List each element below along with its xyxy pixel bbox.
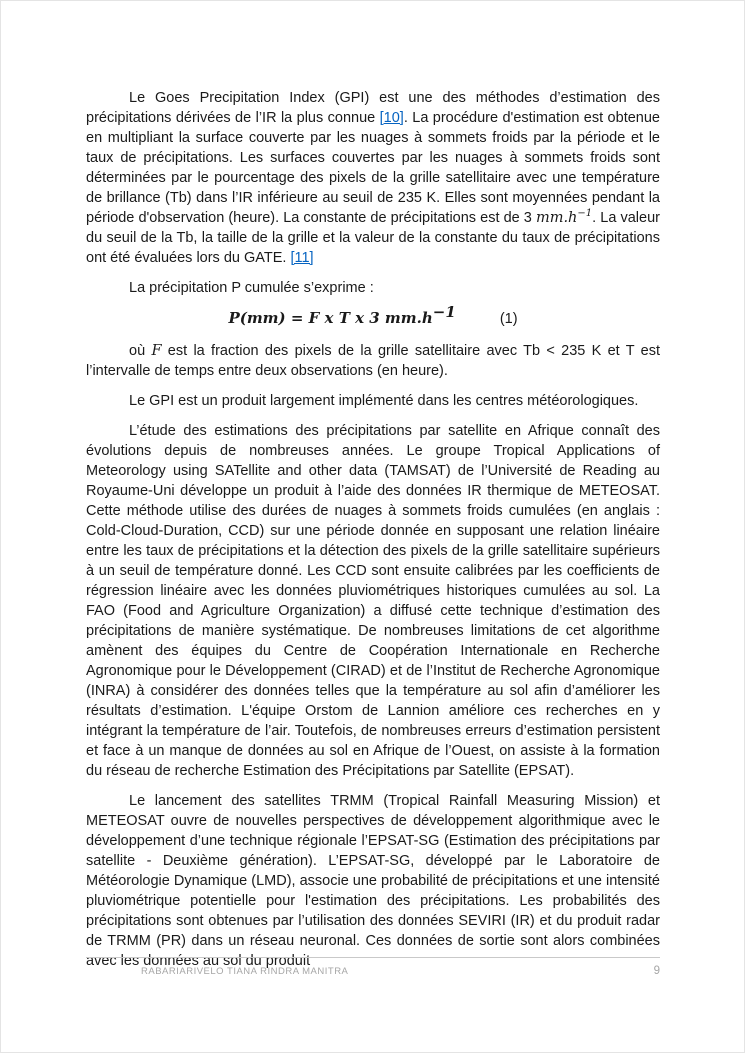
equation-math: P(mm) = F x T x 3 mm.h — [228, 309, 433, 327]
paragraph-gpi-product — [86, 391, 660, 411]
page-content — [86, 88, 660, 981]
citation-link-10[interactable]: [10] — [379, 110, 404, 126]
paragraph-trmm-epsat — [86, 791, 660, 971]
body-text: Le lancement des satellites TRMM (Tropical Rainfall Measuring Mission) et METEOSAT ouvre de nouvelles perspectives de développement algorithmique avec le développement d’une technique régionale l’EPSAT-SG (Estimation des précipitations par satellite - Deuxième génération). L’EPSAT-SG, développé par le Laboratoire de Météorologie Dynamique (LMD), associe une probabilité de précipitations et une intensité pluviométrique potentielle pour l'estimation des précipitations. Les probabilités des précipitations sont obtenues par l’utilisation des données SEVIRI (IR) et du produit radar de TRMM (PR) dans un réseau neuronal. Ces données de sortie sont alors combinées avec les données au sol du produit — [86, 793, 660, 969]
paragraph-gpi-intro — [86, 88, 660, 268]
body-text: Le Goes Precipitation Index (GPI) est une des méthodes d’estimation des précipitations dérivées de l’IR la plus connue — [86, 90, 660, 126]
equation-exponent: −1 — [432, 303, 456, 322]
equation-number: (1) — [499, 311, 518, 327]
paragraph-africa-estimations — [86, 421, 660, 781]
footer-row — [86, 965, 660, 977]
footer-divider — [86, 957, 660, 958]
equation-1 — [86, 303, 660, 329]
body-text: . La valeur du seuil de la Tb, la taille de la grille et la valeur de la constante du taux de précipitations ont été évaluées lors du GATE. — [86, 210, 660, 266]
inline-math-f: F — [151, 343, 162, 359]
body-text: où — [129, 343, 152, 359]
footer-author: RABARIARIVELO TIANA RINDRA MANITRA — [141, 966, 349, 977]
body-text: . La procédure d'estimation est obtenue en multipliant la surface couverte par les nuages à sommets froids par la période et le taux de précipitations. Les surfaces couvertes par les nuages à sommets froids sont déterminées par le pourcentage des pixels de la grille satellitaire avec une température de brillance (Tb) dans l’IR inférieure au seuil de 235 K. Elles sont moyennées pendant la période d'observation (heure). La constante de précipitations est de 3 — [86, 110, 660, 226]
citation-link-11[interactable]: [11] — [290, 250, 314, 266]
body-text: est la fraction des pixels de la grille satellitaire avec Tb < 235 K et T est l’intervalle de temps entre deux observations (en heure). — [86, 343, 660, 379]
inline-math-exponent: −1 — [577, 208, 593, 220]
body-text: Le GPI est un produit largement implémenté dans les centres météorologiques. — [129, 393, 639, 409]
paragraph-formula-explanation — [86, 341, 660, 381]
body-text: La précipitation P cumulée s’exprime : — [129, 280, 374, 296]
paragraph-formula-intro — [86, 278, 660, 298]
page-number: 9 — [653, 965, 660, 977]
body-text: L’étude des estimations des précipitations par satellite en Afrique connaît des évolutions depuis de nombreuses années. Le groupe Tropical Applications of Meteorology using SATellite and other data (TAMSAT) de l’Université de Reading au Royaume-Uni développe un produit à l’aide des données IR thermique de METEOSAT. Cette méthode utilise des durées de nuages à sommets froids cumulées (en anglais : Cold-Cloud-Duration, CCD) sur une période donnée en supposant une relation linéaire entre les taux de précipitations et la détection des pixels de la grille satellitaire supérieurs à un seuil de température donné. Les CCD sont ensuite calibrées par les coefficients de régression linéaire avec les données pluviométriques historiques cumulées au sol. La FAO (Food and Agriculture Organization) a diffusé cette technique d’estimation des précipitations de manière systématique. De nombreuses limitations de cet algorithme amènent des équipes du Centre de Coopération Internationale en Recherche Agronomique pour le Développement (CIRAD) et de l’Institut de Recherche Agronomique (INRA) à considérer des données telles que la température au sol afin d’améliorer les résultats d’estimation. L'équipe Orstom de Lannion améliore ces recherches en y intégrant la température de l’air. Toutefois, de nombreuses erreurs d’estimation persistent et face à un manque de données au sol en Afrique de l’Ouest, on assiste à la formation du réseau de recherche Estimation des Précipitations par Satellite (EPSAT). — [86, 423, 660, 779]
page-footer — [86, 957, 660, 977]
inline-math-mm-h: mm.h — [535, 210, 578, 226]
